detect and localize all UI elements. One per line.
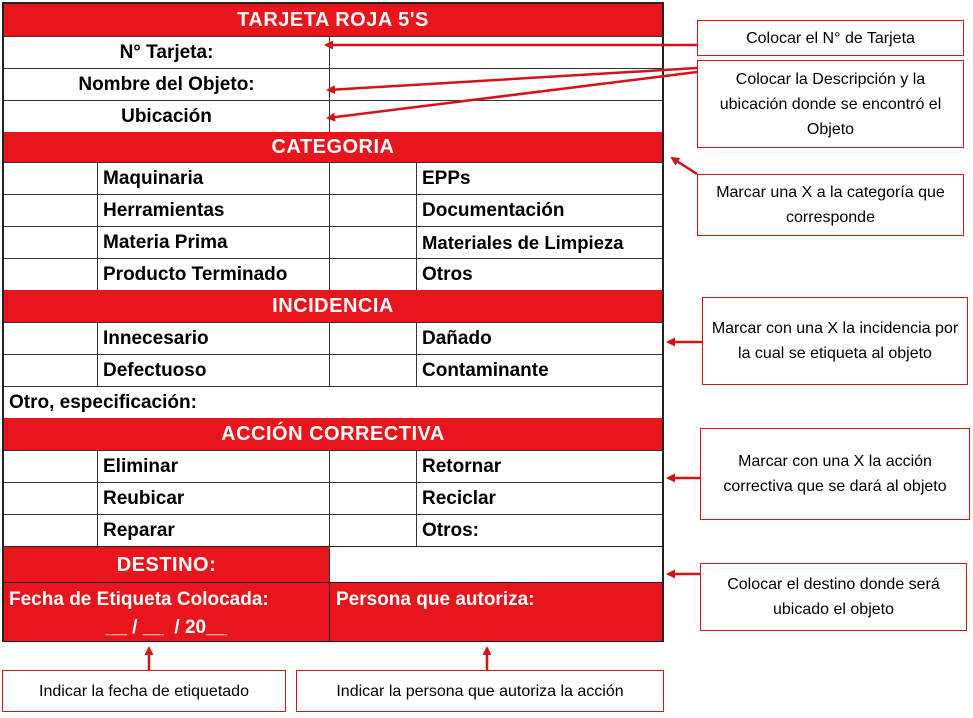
label-nombre-objeto: Nombre del Objeto:	[78, 73, 255, 95]
arrow-categoria	[672, 158, 697, 174]
option-eliminar: Eliminar	[103, 455, 178, 477]
categoria-header: CATEGORIA	[4, 132, 662, 162]
label-tarjeta: N° Tarjeta:	[119, 41, 214, 63]
option-reparar: Reparar	[103, 519, 175, 541]
callout-categoria: Marcar una X a la categoría que corresponde	[697, 174, 964, 236]
option-otros-accion: Otros:	[422, 519, 479, 541]
option-maquinaria: Maquinaria	[103, 167, 204, 189]
fecha-label: Fecha de Etiqueta Colocada:	[9, 589, 269, 610]
option-defectuoso: Defectuoso	[103, 359, 207, 381]
label-otro-especificacion: Otro, especificación:	[9, 391, 197, 413]
card-title: TARJETA ROJA 5'S	[4, 4, 662, 36]
option-reciclar: Reciclar	[422, 487, 496, 509]
callout-fecha: Indicar la fecha de etiquetado	[2, 670, 286, 712]
option-producto-terminado: Producto Terminado	[103, 263, 288, 285]
option-herramientas: Herramientas	[103, 199, 225, 221]
callout-incidencia: Marcar con una X la incidencia por la cual se etiqueta al objeto	[702, 297, 968, 385]
accion-correctiva-header: ACCIÓN CORRECTIVA	[4, 418, 662, 450]
callout-tarjeta: Colocar el N° de Tarjeta	[697, 20, 964, 56]
option-otros-categoria: Otros	[422, 263, 473, 285]
callout-descripcion: Colocar la Descripción y la ubicación donde se encontró el Objeto	[697, 60, 964, 148]
fecha-blank: __ / __ / 20__	[105, 617, 228, 638]
callout-destino: Colocar el destino donde será ubicado el objeto	[700, 563, 967, 631]
persona-label: Persona que autoriza:	[336, 589, 535, 610]
destino-label: DESTINO:	[4, 547, 329, 583]
callout-persona: Indicar la persona que autoriza la acción	[296, 670, 664, 712]
option-contaminante: Contaminante	[422, 359, 549, 381]
label-ubicacion: Ubicación	[121, 105, 212, 127]
option-materiales-limpieza: Materiales de Limpieza	[422, 231, 624, 253]
option-retornar: Retornar	[422, 455, 502, 477]
option-epps: EPPs	[422, 167, 471, 189]
option-materia-prima: Materia Prima	[103, 231, 228, 253]
option-innecesario: Innecesario	[103, 327, 209, 349]
option-documentacion: Documentación	[422, 199, 565, 221]
option-reubicar: Reubicar	[103, 487, 185, 509]
callout-accion: Marcar con una X la acción correctiva que se dará al objeto	[700, 428, 970, 520]
incidencia-header: INCIDENCIA	[4, 290, 662, 322]
option-danado: Dañado	[422, 327, 492, 349]
